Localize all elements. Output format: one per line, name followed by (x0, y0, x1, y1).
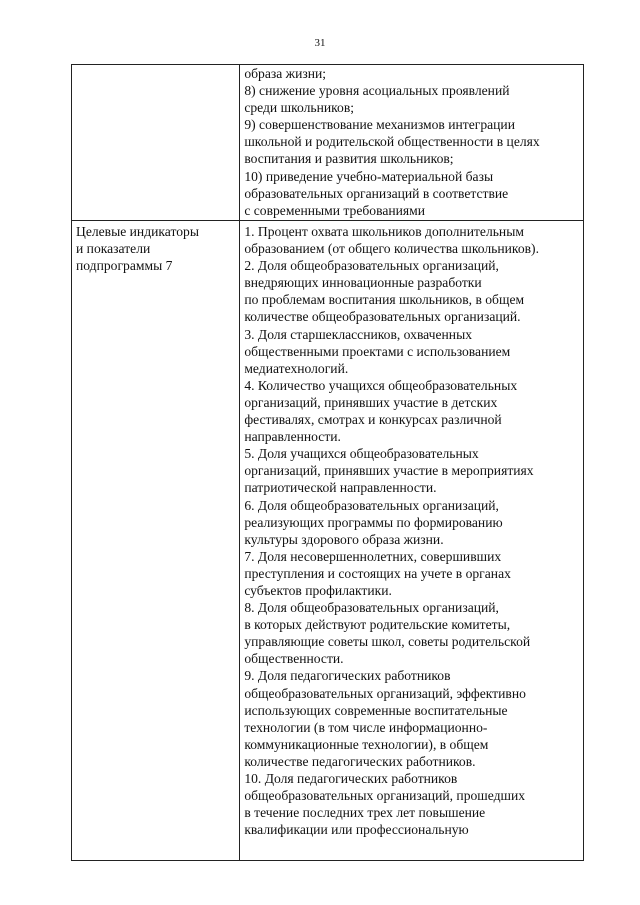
text-line: 9) совершенствование механизмов интеграции (244, 117, 515, 133)
text-line: в которых действуют родительские комитеты, (244, 617, 511, 633)
text-line: общественности. (244, 651, 344, 667)
text-line: использующих современные воспитательные (244, 702, 508, 718)
table-row-continuation (72, 65, 584, 221)
row-label-line: Целевые индикаторы (76, 224, 199, 239)
text-line: школьной и родительской общественности в целях (244, 134, 540, 150)
text-line: фестивалях, смотрах и конкурсах различной (244, 412, 502, 428)
text-line: 3. Доля старшеклассников, охваченных (244, 326, 473, 342)
text-line: 10) приведение учебно-материальной базы (244, 168, 494, 184)
text-line: преступления и состоящих на учете в органах (244, 565, 511, 581)
text-line: 4. Количество учащихся общеобразовательных (244, 377, 518, 393)
indicators-text-cell (240, 221, 584, 861)
continuation-text-cell (240, 65, 584, 221)
text-line: воспитания и развития школьников; (244, 151, 454, 167)
text-line: 5. Доля учащихся общеобразовательных (244, 446, 479, 462)
table-row-indicators (72, 221, 584, 861)
text-line: коммуникационные технологии), в общем (244, 736, 489, 752)
text-line: образовательных организаций в соответствие (244, 185, 509, 201)
text-line: патриотической направленности. (244, 480, 437, 496)
text-line: образованием (от общего количества школьников). (244, 241, 539, 257)
continuation-label-cell (72, 65, 240, 221)
text-line: в течение последних трех лет повышение (244, 805, 486, 821)
text-line: субъектов профилактики. (244, 582, 392, 598)
page-number: 31 (314, 37, 326, 49)
text-line: квалификации или профессиональную (244, 822, 469, 838)
text-line: общеобразовательных организаций, эффективно (244, 685, 526, 701)
passport-table (71, 64, 584, 861)
text-line: 8. Доля общеобразовательных организаций, (244, 600, 499, 616)
text-line: реализующих программы по формированию (244, 514, 503, 530)
text-line: 9. Доля педагогических работников (244, 668, 451, 684)
indicators-label-cell (72, 221, 240, 861)
row-label-line: и показатели (76, 241, 151, 257)
text-line: организаций, принявших участие в детских (244, 394, 498, 410)
text-line: культуры здорового образа жизни. (244, 531, 444, 547)
text-line: среди школьников; (244, 100, 355, 116)
text-line: 10. Доля педагогических работников (244, 771, 458, 786)
text-line: 1. Процент охвата школьников дополнительным (244, 224, 524, 239)
text-line: общеобразовательных организаций, прошедших (244, 788, 526, 804)
text-line: образа жизни; (244, 66, 327, 81)
text-line: медиатехнологий. (244, 360, 349, 376)
text-line: 2. Доля общеобразовательных организаций, (244, 258, 499, 274)
text-line: 6. Доля общеобразовательных организаций, (244, 497, 499, 513)
text-line: 8) снижение уровня асоциальных проявлений (244, 83, 510, 99)
text-line: организаций, принявших участие в мероприятиях (244, 463, 534, 479)
text-line: по проблемам воспитания школьников, в общем (244, 292, 525, 308)
row-label-line: подпрограммы 7 (76, 258, 173, 274)
text-line: 7. Доля несовершеннолетних, совершивших (244, 548, 502, 564)
text-line: направленности. (244, 429, 341, 445)
text-line: количестве общеобразовательных организаций. (244, 309, 521, 325)
text-line: с современными требованиями (244, 202, 426, 218)
text-line: количестве педагогических работников. (244, 753, 476, 769)
text-line: управляющие советы школ, советы родительской (244, 634, 531, 650)
text-line: общественными проектами с использованием (244, 343, 511, 359)
text-line: технологии (в том числе информационно- (244, 719, 488, 735)
text-line: внедряющих инновационные разработки (244, 275, 482, 291)
